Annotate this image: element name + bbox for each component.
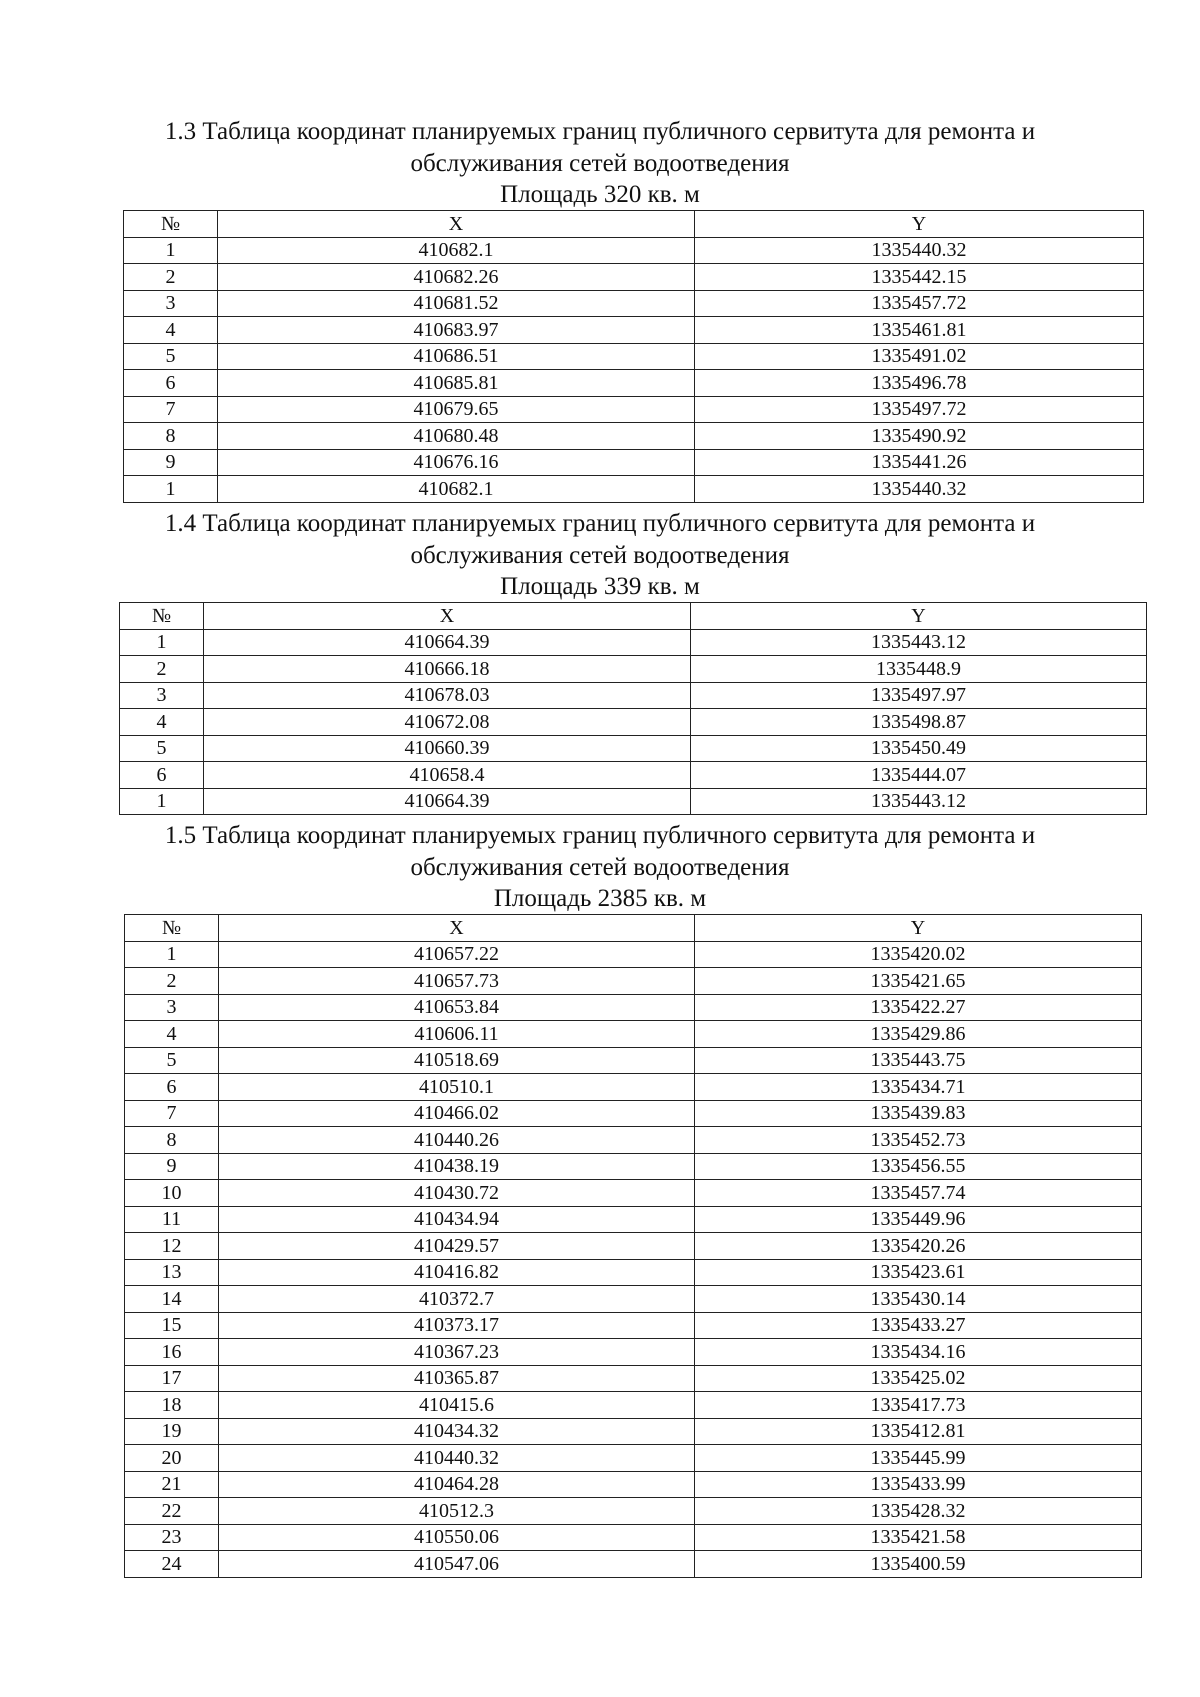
table-row [124,343,1144,370]
x-coordinate-cell: 410657.22 [219,941,695,968]
table-row [120,629,1147,656]
point-number-cell: 21 [125,1471,219,1498]
x-coordinate-cell: 410373.17 [219,1312,695,1339]
table-row [125,994,1142,1021]
table-row [124,237,1144,264]
table-row [120,735,1147,762]
x-coordinate-cell: 410416.82 [219,1259,695,1286]
point-number-cell: 16 [125,1339,219,1366]
table-header-row [124,211,1144,238]
x-coordinate-cell: 410466.02 [219,1100,695,1127]
heading-line-2: обслуживания сетей водоотведения [410,150,790,177]
x-coordinate-cell: 410672.08 [204,709,691,736]
section-1-5 [0,820,1200,1578]
y-coordinate-cell: 1335439.83 [695,1100,1142,1127]
y-coordinate-cell: 1335452.73 [695,1127,1142,1154]
coordinates-table [123,210,1144,503]
x-coordinate-cell: 410683.97 [218,317,695,344]
table-row [125,1127,1142,1154]
y-coordinate-cell: 1335421.65 [695,968,1142,995]
y-coordinate-cell: 1335456.55 [695,1153,1142,1180]
table-row [120,709,1147,736]
x-coordinate-cell: 410658.4 [204,762,691,789]
x-coordinate-cell: 410367.23 [219,1339,695,1366]
x-coordinate-cell: 410365.87 [219,1365,695,1392]
y-coordinate-cell: 1335440.32 [695,237,1144,264]
table-row [125,1259,1142,1286]
table-row [120,762,1147,789]
y-coordinate-cell: 1335448.9 [691,656,1147,683]
table-row [124,423,1144,450]
table-row [125,1471,1142,1498]
table-row [124,264,1144,291]
x-coordinate-cell: 410429.57 [219,1233,695,1260]
point-number-cell: 1 [125,941,219,968]
x-coordinate-cell: 410547.06 [219,1551,695,1578]
y-coordinate-cell: 1335444.07 [691,762,1147,789]
coordinates-table [124,914,1142,1578]
y-coordinate-cell: 1335433.99 [695,1471,1142,1498]
x-coordinate-cell: 410518.69 [219,1047,695,1074]
y-coordinate-cell: 1335496.78 [695,370,1144,397]
point-number-cell: 19 [125,1418,219,1445]
table-row [125,1445,1142,1472]
table-row [124,370,1144,397]
table-row [125,1312,1142,1339]
point-number-cell: 8 [124,423,218,450]
x-coordinate-cell: 410430.72 [219,1180,695,1207]
x-coordinate-cell: 410685.81 [218,370,695,397]
point-number-cell: 1 [124,476,218,503]
table-row [125,1100,1142,1127]
point-number-cell: 17 [125,1365,219,1392]
header-number: № [125,915,219,942]
area-label: Площадь 2385 кв. м [493,885,707,912]
area-label: Площадь 339 кв. м [500,573,700,600]
x-coordinate-cell: 410676.16 [218,449,695,476]
point-number-cell: 11 [125,1206,219,1233]
x-coordinate-cell: 410660.39 [204,735,691,762]
x-coordinate-cell: 410415.6 [219,1392,695,1419]
y-coordinate-cell: 1335491.02 [695,343,1144,370]
x-coordinate-cell: 410686.51 [218,343,695,370]
y-coordinate-cell: 1335498.87 [691,709,1147,736]
point-number-cell: 8 [125,1127,219,1154]
point-number-cell: 2 [124,264,218,291]
x-coordinate-cell: 410372.7 [219,1286,695,1313]
y-coordinate-cell: 1335443.12 [691,629,1147,656]
x-coordinate-cell: 410679.65 [218,396,695,423]
y-coordinate-cell: 1335497.72 [695,396,1144,423]
x-coordinate-cell: 410512.3 [219,1498,695,1525]
y-coordinate-cell: 1335428.32 [695,1498,1142,1525]
point-number-cell: 2 [125,968,219,995]
header-x: X [204,603,691,630]
y-coordinate-cell: 1335434.16 [695,1339,1142,1366]
x-coordinate-cell: 410550.06 [219,1524,695,1551]
point-number-cell: 10 [125,1180,219,1207]
x-coordinate-cell: 410440.26 [219,1127,695,1154]
point-number-cell: 20 [125,1445,219,1472]
y-coordinate-cell: 1335497.97 [691,682,1147,709]
table-row [125,1047,1142,1074]
point-number-cell: 22 [125,1498,219,1525]
point-number-cell: 4 [120,709,204,736]
header-x: X [218,211,695,238]
table-row [120,656,1147,683]
table-row [125,1418,1142,1445]
x-coordinate-cell: 410606.11 [219,1021,695,1048]
point-number-cell: 1 [120,629,204,656]
y-coordinate-cell: 1335423.61 [695,1259,1142,1286]
x-coordinate-cell: 410440.32 [219,1445,695,1472]
area-label: Площадь 320 кв. м [500,181,700,208]
x-coordinate-cell: 410682.1 [218,476,695,503]
table-row [124,449,1144,476]
table-row [125,1233,1142,1260]
table-row [125,1286,1142,1313]
y-coordinate-cell: 1335422.27 [695,994,1142,1021]
table-row [124,476,1144,503]
y-coordinate-cell: 1335461.81 [695,317,1144,344]
y-coordinate-cell: 1335429.86 [695,1021,1142,1048]
y-coordinate-cell: 1335441.26 [695,449,1144,476]
x-coordinate-cell: 410681.52 [218,290,695,317]
section-1-3 [0,116,1200,503]
point-number-cell: 23 [125,1524,219,1551]
x-coordinate-cell: 410678.03 [204,682,691,709]
header-number: № [120,603,204,630]
table-row [125,1551,1142,1578]
y-coordinate-cell: 1335449.96 [695,1206,1142,1233]
table-heading [0,508,1200,602]
header-y: Y [691,603,1147,630]
point-number-cell: 12 [125,1233,219,1260]
table-row [120,788,1147,815]
x-coordinate-cell: 410657.73 [219,968,695,995]
heading-line-1: 1.5 Таблица координат планируемых границ публичного сервитута для ремонта и [164,822,1036,849]
point-number-cell: 15 [125,1312,219,1339]
y-coordinate-cell: 1335490.92 [695,423,1144,450]
point-number-cell: 1 [120,788,204,815]
table-row [120,682,1147,709]
x-coordinate-cell: 410664.39 [204,629,691,656]
x-coordinate-cell: 410682.26 [218,264,695,291]
table-row [125,1365,1142,1392]
point-number-cell: 18 [125,1392,219,1419]
point-number-cell: 5 [125,1047,219,1074]
table-row [125,1021,1142,1048]
table-row [124,396,1144,423]
y-coordinate-cell: 1335425.02 [695,1365,1142,1392]
y-coordinate-cell: 1335433.27 [695,1312,1142,1339]
point-number-cell: 6 [124,370,218,397]
table-row [125,1524,1142,1551]
point-number-cell: 7 [125,1100,219,1127]
table-heading [0,820,1200,914]
point-number-cell: 13 [125,1259,219,1286]
section-1-4 [0,508,1200,815]
table-row [125,1498,1142,1525]
table-row [125,1392,1142,1419]
point-number-cell: 3 [124,290,218,317]
point-number-cell: 6 [120,762,204,789]
y-coordinate-cell: 1335442.15 [695,264,1144,291]
table-row [125,1074,1142,1101]
x-coordinate-cell: 410653.84 [219,994,695,1021]
point-number-cell: 9 [125,1153,219,1180]
y-coordinate-cell: 1335421.58 [695,1524,1142,1551]
y-coordinate-cell: 1335400.59 [695,1551,1142,1578]
heading-line-2: обслуживания сетей водоотведения [410,854,790,881]
table-row [124,290,1144,317]
table-row [125,1339,1142,1366]
table-row [124,317,1144,344]
y-coordinate-cell: 1335420.02 [695,941,1142,968]
point-number-cell: 2 [120,656,204,683]
y-coordinate-cell: 1335420.26 [695,1233,1142,1260]
point-number-cell: 4 [124,317,218,344]
point-number-cell: 5 [120,735,204,762]
table-row [125,1180,1142,1207]
point-number-cell: 24 [125,1551,219,1578]
y-coordinate-cell: 1335457.74 [695,1180,1142,1207]
point-number-cell: 6 [125,1074,219,1101]
table-row [125,968,1142,995]
y-coordinate-cell: 1335434.71 [695,1074,1142,1101]
heading-line-1: 1.4 Таблица координат планируемых границ публичного сервитута для ремонта и [164,510,1036,537]
header-number: № [124,211,218,238]
point-number-cell: 3 [125,994,219,1021]
x-coordinate-cell: 410664.39 [204,788,691,815]
point-number-cell: 4 [125,1021,219,1048]
header-y: Y [695,915,1142,942]
y-coordinate-cell: 1335417.73 [695,1392,1142,1419]
y-coordinate-cell: 1335430.14 [695,1286,1142,1313]
table-heading [0,116,1200,210]
y-coordinate-cell: 1335443.12 [691,788,1147,815]
heading-line-2: обслуживания сетей водоотведения [410,542,790,569]
point-number-cell: 7 [124,396,218,423]
y-coordinate-cell: 1335457.72 [695,290,1144,317]
x-coordinate-cell: 410434.32 [219,1418,695,1445]
table-row [125,941,1142,968]
point-number-cell: 5 [124,343,218,370]
table-row [125,1206,1142,1233]
x-coordinate-cell: 410510.1 [219,1074,695,1101]
point-number-cell: 14 [125,1286,219,1313]
header-x: X [219,915,695,942]
table-row [125,1153,1142,1180]
table-header-row [120,603,1147,630]
coordinates-table [119,602,1147,815]
x-coordinate-cell: 410438.19 [219,1153,695,1180]
y-coordinate-cell: 1335412.81 [695,1418,1142,1445]
y-coordinate-cell: 1335440.32 [695,476,1144,503]
y-coordinate-cell: 1335450.49 [691,735,1147,762]
header-y: Y [695,211,1144,238]
x-coordinate-cell: 410434.94 [219,1206,695,1233]
point-number-cell: 9 [124,449,218,476]
table-header-row [125,915,1142,942]
point-number-cell: 1 [124,237,218,264]
y-coordinate-cell: 1335443.75 [695,1047,1142,1074]
x-coordinate-cell: 410680.48 [218,423,695,450]
point-number-cell: 3 [120,682,204,709]
y-coordinate-cell: 1335445.99 [695,1445,1142,1472]
x-coordinate-cell: 410464.28 [219,1471,695,1498]
heading-line-1: 1.3 Таблица координат планируемых границ публичного сервитута для ремонта и [164,118,1036,145]
x-coordinate-cell: 410682.1 [218,237,695,264]
x-coordinate-cell: 410666.18 [204,656,691,683]
